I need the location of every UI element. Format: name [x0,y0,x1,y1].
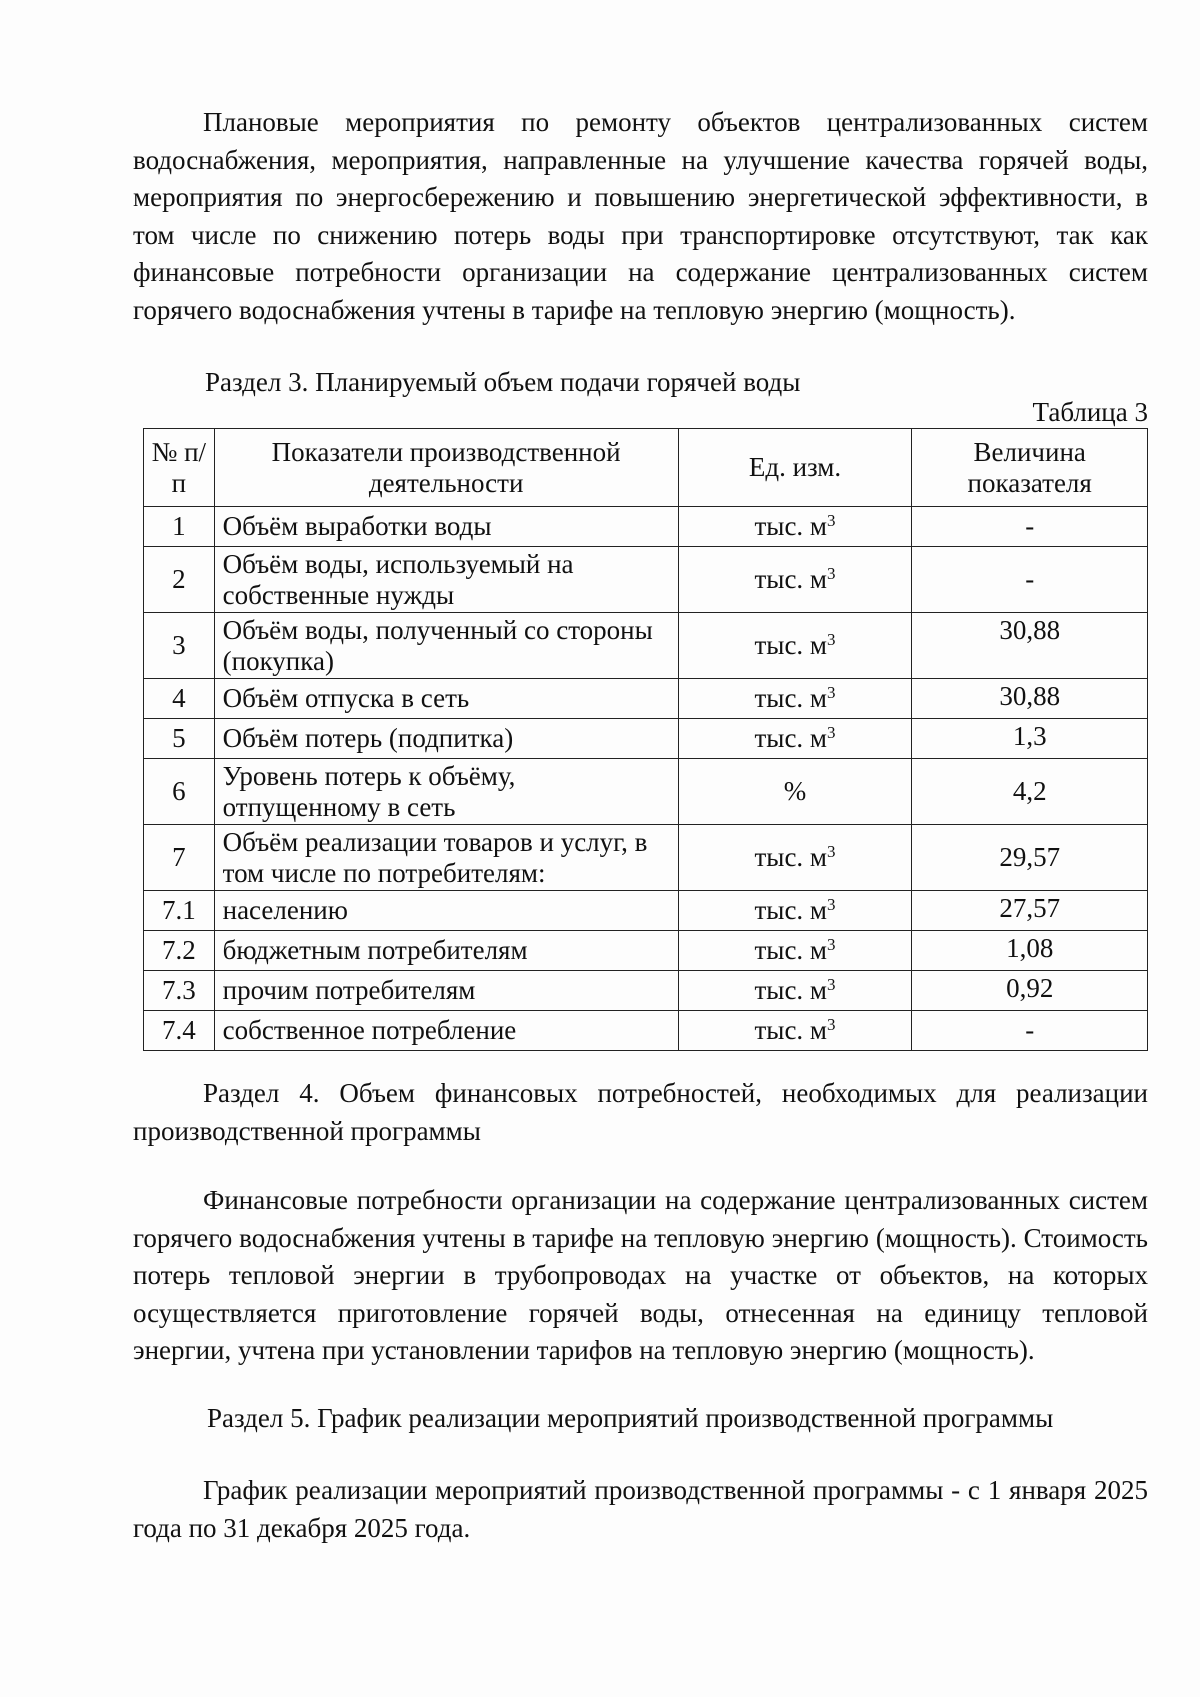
row-value: 30,88 [912,679,1148,719]
row-number: 2 [144,547,215,613]
table-row [144,759,1148,825]
hot-water-volume-table [143,428,1148,1051]
row-indicator-name: прочим потребителям [214,971,678,1011]
row-unit [678,613,912,679]
unit-text: тыс. м [754,935,828,965]
row-unit [678,931,912,971]
unit-superscript: 3 [827,1015,836,1034]
unit-superscript: 3 [827,564,836,583]
row-unit [678,825,912,891]
unit-text: тыс. м [754,975,828,1005]
row-indicator-name: Уровень потерь к объёму, отпущенному в сеть [214,759,678,825]
unit-superscript: 3 [827,935,836,954]
row-value: - [912,1011,1148,1051]
header-name: Показатели производственной деятельности [214,429,678,507]
table-row [144,891,1148,931]
table-row [144,507,1148,547]
table-body [144,507,1148,1051]
table-header-row [144,429,1148,507]
row-indicator-name: Объём воды, используемый на собственные нужды [214,547,678,613]
intro-paragraph: Плановые мероприятия по ремонту объектов централизованных систем водоснабжения, мероприятия, направленные на улучшение качества горячей воды, мероприятия по энергосбережению и повышению энергетической эффективности, в том числе по снижению потерь воды при транспортировке отсутствуют, так как финансовые потребности организации на содержание централизованных систем горячего водоснабжения учтены в тарифе на тепловую энергию (мощность). [133,107,1148,325]
row-unit [678,679,912,719]
unit-text: % [783,776,807,806]
row-unit [678,891,912,931]
table-row [144,613,1148,679]
row-unit [678,1011,912,1051]
header-unit: Ед. изм. [678,429,912,507]
row-indicator-name: Объём реализации товаров и услуг, в том числе по потребителям: [214,825,678,891]
table-caption: Таблица 3 [1032,397,1148,427]
schedule-paragraph: График реализации мероприятий производственной программы - с 1 января 2025 года по 31 декабря 2025 года. [133,1475,1148,1543]
hot-water-volume-table-wrapper [143,428,1148,1051]
unit-text: тыс. м [754,895,828,925]
table-row [144,1011,1148,1051]
row-indicator-name: Объём воды, полученный со стороны (покупка) [214,613,678,679]
unit-superscript: 3 [827,683,836,702]
row-number: 7.3 [144,971,215,1011]
row-indicator-name: Объём выработки воды [214,507,678,547]
row-indicator-name: населению [214,891,678,931]
table-row [144,971,1148,1011]
section-5-title: Раздел 5. График реализации мероприятий производственной программы [207,1403,1054,1433]
row-value: - [912,547,1148,613]
row-value: 4,2 [912,759,1148,825]
row-value: 0,92 [912,971,1148,1011]
table-row [144,931,1148,971]
header-num: № п/п [144,429,215,507]
row-unit [678,759,912,825]
row-indicator-name: бюджетным потребителям [214,931,678,971]
financial-needs-paragraph: Финансовые потребности организации на содержание централизованных систем горячего водоснабжения учтены в тарифе на тепловую энергию (мощность). Стоимость потерь тепловой энергии в трубопроводах на участке от объектов, на которых осуществляется приготовление горячей воды, отнесенная на единицу тепловой энергии, учтена при установлении тарифов на тепловую энергию (мощность). [133,1185,1148,1365]
unit-superscript: 3 [827,723,836,742]
row-value: 1,3 [912,719,1148,759]
row-number: 3 [144,613,215,679]
row-unit [678,971,912,1011]
unit-superscript: 3 [827,842,836,861]
unit-text: тыс. м [754,511,828,541]
row-number: 4 [144,679,215,719]
row-number: 7 [144,825,215,891]
table-row [144,719,1148,759]
unit-superscript: 3 [827,975,836,994]
row-number: 7.2 [144,931,215,971]
row-number: 1 [144,507,215,547]
row-value: 30,88 [912,613,1148,679]
row-unit [678,547,912,613]
section-3-title: Раздел 3. Планируемый объем подачи горячей воды [205,367,801,397]
row-number: 5 [144,719,215,759]
header-value: Величина показателя [912,429,1148,507]
table-row [144,547,1148,613]
row-indicator-name: собственное потребление [214,1011,678,1051]
row-value: 29,57 [912,825,1148,891]
unit-text: тыс. м [754,630,828,660]
table-row [144,825,1148,891]
unit-text: тыс. м [754,723,828,753]
row-number: 7.4 [144,1011,215,1051]
unit-superscript: 3 [827,895,836,914]
row-unit [678,507,912,547]
row-indicator-name: Объём отпуска в сеть [214,679,678,719]
unit-superscript: 3 [827,630,836,649]
row-number: 6 [144,759,215,825]
row-value: 1,08 [912,931,1148,971]
row-value: 27,57 [912,891,1148,931]
unit-text: тыс. м [754,683,828,713]
unit-text: тыс. м [754,842,828,872]
unit-text: тыс. м [754,1015,828,1045]
row-indicator-name: Объём потерь (подпитка) [214,719,678,759]
table-row [144,679,1148,719]
row-number: 7.1 [144,891,215,931]
unit-superscript: 3 [827,511,836,530]
unit-text: тыс. м [754,564,828,594]
row-value: - [912,507,1148,547]
row-unit [678,719,912,759]
section-4-title: Раздел 4. Объем финансовых потребностей, необходимых для реализации производственной программы [133,1078,1148,1146]
